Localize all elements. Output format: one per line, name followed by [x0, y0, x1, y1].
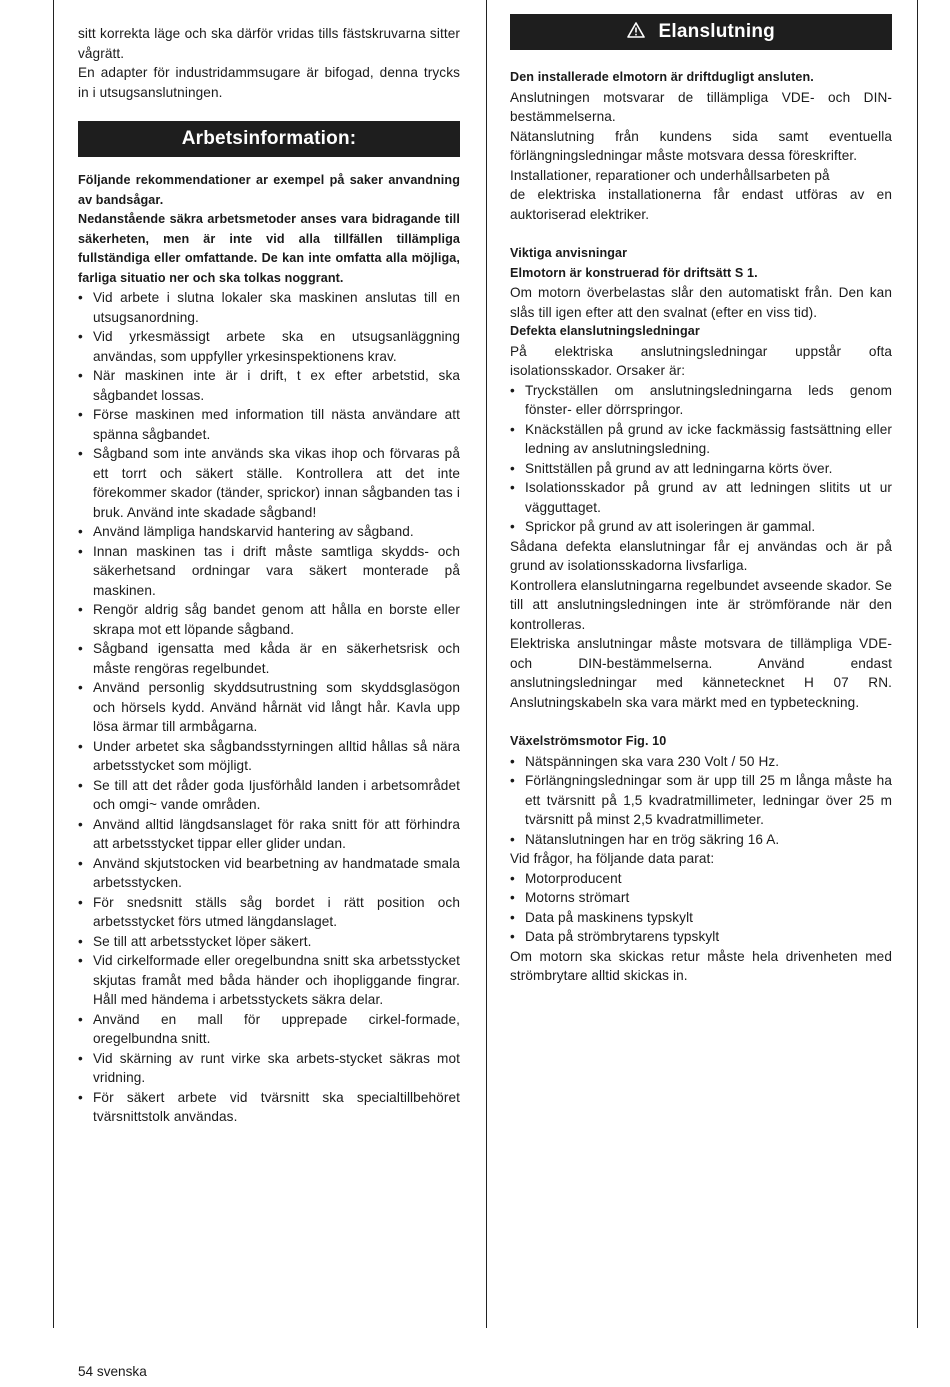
list-item: • Använd en mall för upprepade cirkel-formade, oregelbundna snitt.: [78, 1010, 460, 1049]
center-divider-rule: [486, 0, 487, 1328]
motor-spec-list: [510, 752, 892, 850]
bold-intro-paragraph: Nedanstående säkra arbetsmetoder anses vara bidragande till säkerheten, men är inte vid alla tillfällen tillämpliga fullständiga eller omfattande. De kan inte omfatta alla möjliga, farliga situatio ner och ska tolkas noggrant.: [78, 212, 460, 285]
page-footer: 54 svenska: [78, 1364, 147, 1379]
section-heading-elanslutning: [510, 14, 892, 50]
left-column: [78, 24, 460, 1127]
list-item: • Snittställen på grund av att ledningarna körts över.: [510, 459, 892, 479]
paragraph: de elektriska installationerna får endast utföras av en auktoriserad elektriker.: [510, 187, 892, 222]
list-item: • Använd personlig skyddsutrustning som skyddsglasögon och hörsels kydd. Använd hårnät vid långt hår. Kavla upp lösa ärmar till armbågarna.: [78, 678, 460, 737]
left-margin-rule: [53, 0, 54, 1328]
list-item: • Data på strömbrytarens typskylt: [510, 927, 892, 947]
heading-text: Elanslutning: [658, 21, 775, 42]
right-margin-rule: [917, 0, 918, 1328]
section-heading-arbetsinformation: [78, 121, 460, 157]
list-item: • Vid skärning av runt virke ska arbets-stycket säkras mot vridning.: [78, 1049, 460, 1088]
list-item: • Rengör aldrig såg bandet genom att hålla en borste eller skrapa mot ett löpande sågband.: [78, 600, 460, 639]
list-item: • Nätanslutningen har en trög säkring 16 A.: [510, 830, 892, 850]
safety-bullet-list: [78, 288, 460, 1127]
warning-triangle-icon: [627, 15, 645, 51]
paragraph: Sådana defekta elanslutningar får ej användas och är på grund av isolationsskadorna livsfarliga.: [510, 538, 892, 573]
subheading-viktiga-anvisningar: Viktiga anvisningar: [510, 246, 628, 260]
list-item: • Sågband igensatta med kåda är en säkerhetsrisk och måste rengöras regelbundet.: [78, 639, 460, 678]
list-item: • Isolationsskador på grund av att ledningen slitits ut ur vägguttaget.: [510, 478, 892, 517]
bold-intro-paragraph: Följande rekommendationer ar exempel på saker anvandning av bandsågar.: [78, 173, 460, 207]
paragraph: Om motorn överbelastas slår den automatiskt från. Den kan slås till igen efter att den svalnat (efter en viss tid).: [510, 285, 892, 320]
list-item: • När maskinen inte är i drift, t ex efter arbetstid, ska sågbandet lossas.: [78, 366, 460, 405]
paragraph: Nätanslutning från kundens sida samt eventuella förlängningsledningar måste motsvara dessa föreskrifter.: [510, 128, 892, 163]
defect-causes-list: [510, 381, 892, 537]
list-item: • För snedsnitt ställs såg bordet i rätt position och arbetsstycket förs utmed längdanslaget.: [78, 893, 460, 932]
list-item: • Förlängningsledningar som är upp till 25 m långa måste ha ett tvärsnitt på 1,5 kvadratmillimeter, ledningar över 25 m tvärsnitt på minst 2,5 kvadratmillimeter.: [510, 771, 892, 830]
list-item: • Data på maskinens typskylt: [510, 908, 892, 928]
list-item: • Se till att arbetsstycket löper säkert.: [78, 932, 460, 952]
subheading-vaxelstromsmotor: Växelströmsmotor Fig. 10: [510, 734, 667, 748]
subheading-driftsatt: Elmotorn är konstruerad för driftsätt S 1.: [510, 265, 758, 280]
list-item: • Förse maskinen med information till nästa användare att spänna sågbandet.: [78, 405, 460, 444]
list-item: • Sågband som inte används ska vikas ihop och förvaras på ett torrt och säkert ställe. Kontrollera att det inte förekommer skador (tänder, sprickor) innan sågbanden tas i bruk. Använd inte skadade sågband!: [78, 444, 460, 522]
paragraph: Anslutningen motsvarar de tillämpliga VDE- och DIN-bestämmelserna.: [510, 89, 892, 124]
list-item: • Använd skjutstocken vid bearbetning av handmatade smala arbetsstycken.: [78, 854, 460, 893]
bold-statement: Den installerade elmotorn är driftdugligt ansluten.: [510, 70, 814, 84]
list-item: • Se till att det råder goda Ijusförhåld landen i arbetsområdet och omgi~ vande områden.: [78, 776, 460, 815]
list-item: • Vid arbete i slutna lokaler ska maskinen anslutas till en utsugsanordning.: [78, 288, 460, 327]
list-item: • Motorns strömart: [510, 888, 892, 908]
right-column: [510, 14, 892, 986]
intro-paragraph: sitt korrekta läge och ska därför vridas tills fästskruvarna sitter vågrätt.: [78, 26, 460, 61]
list-item: • Använd alltid längdsanslaget för raka snitt för att förhindra att arbetsstycket tippar eller glider undan.: [78, 815, 460, 854]
paragraph: Kontrollera elanslutningarna regelbundet avseende skador. Se till att anslutningsledningen inte är strömförande när den kontrolleras.: [510, 577, 892, 632]
list-item: • Motorproducent: [510, 869, 892, 889]
paragraph: Installationer, reparationer och underhållsarbeten på: [510, 167, 830, 183]
list-item: • För säkert arbete vid tvärsnitt ska specialtillbehöret tvärsnittstolk användas.: [78, 1088, 460, 1127]
list-item: • Nätspänningen ska vara 230 Volt / 50 Hz.: [510, 752, 892, 772]
paragraph: På elektriska anslutningsledningar uppstår ofta isolationsskador. Orsaker är:: [510, 343, 892, 378]
list-item: • Vid cirkelformade eller oregelbundna snitt ska arbetsstycket skjutas framåt med båda händer och ihopliggande fingrar. Håll med händema i arbetsstyckets säkra delar.: [78, 951, 460, 1010]
required-data-list: [510, 869, 892, 947]
list-item: • Tryckställen om anslutningsledningarna leds genom fönster- eller dörrspringor.: [510, 381, 892, 420]
heading-text: Arbetsinformation:: [181, 128, 357, 149]
paragraph: Elektriska anslutningar måste motsvara de tillämpliga VDE- och DIN-bestämmelserna. Använd endast anslutningsledningar med kännetecknet H 07 RN. Anslutningskabeln ska vara märkt med en typbeteckning.: [510, 636, 892, 710]
list-item: • Använd lämpliga handskarvid hantering av sågband.: [78, 522, 460, 542]
subheading-defekta-ledningar: Defekta elanslutningsledningar: [510, 324, 700, 338]
list-item: • Sprickor på grund av att isoleringen är gammal.: [510, 517, 892, 537]
paragraph: Vid frågor, ha följande data parat:: [510, 851, 715, 866]
list-item: • Innan maskinen tas i drift måste samtliga skydds- och säkerhetsand ordningar vara säkert monterade på maskinen.: [78, 542, 460, 601]
list-item: • Vid yrkesmässigt arbete ska en utsugsanläggning användas, som uppfyller yrkesinspektionens krav.: [78, 327, 460, 366]
list-item: • Knäckställen på grund av icke fackmässig fastsättning eller ledning av anslutningsledning.: [510, 420, 892, 459]
list-item: • Under arbetet ska sågbandsstyrningen alltid hållas så nära arbetsstycket som möjligt.: [78, 737, 460, 776]
paragraph: Om motorn ska skickas retur måste hela drivenheten med strömbrytare alltid skickas in.: [510, 948, 892, 983]
intro-paragraph: En adapter för industridammsugare är bifogad, denna trycks in i utsugsanslutningen.: [78, 65, 460, 100]
